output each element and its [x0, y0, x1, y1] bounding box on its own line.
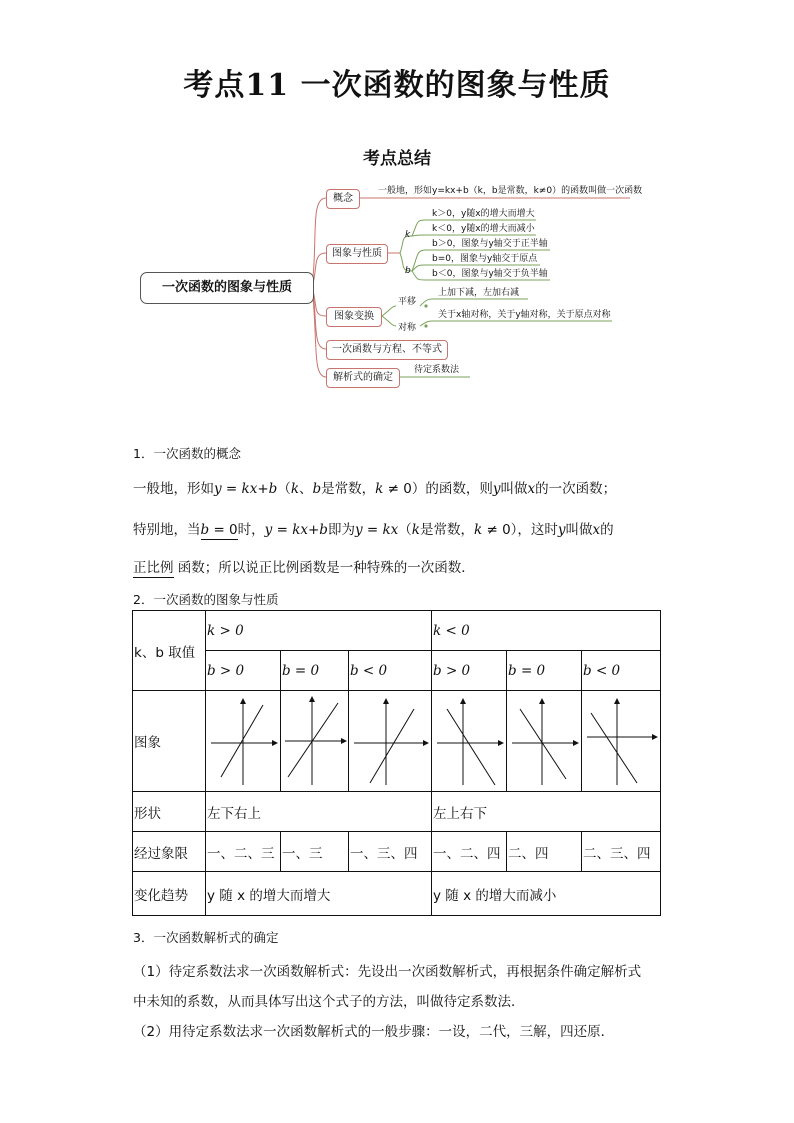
section3-para1-line1: （1）待定系数法求一次函数解析式：先设出一次函数解析式，再根据条件确定解析式: [133, 964, 642, 980]
mind-map-connectors: [0, 180, 794, 395]
graph-kneg-bneg: [582, 691, 661, 792]
graph-kpos-bneg: [349, 691, 432, 792]
summary-heading: 考点总结: [363, 149, 431, 169]
k-branch-label: k: [405, 230, 411, 240]
b-branch-label: b: [405, 266, 411, 276]
section1-heading: 1．一次函数的概念: [133, 446, 241, 461]
header-k-positive: k > 0: [206, 611, 432, 651]
quadrants-6: 二、三、四: [582, 832, 661, 872]
graph-kpos-bzero: [281, 691, 349, 792]
header-b-zero-1: b = 0: [281, 651, 349, 691]
graph-kneg-bzero: [507, 691, 582, 792]
section1-line2: 特别地，当b = 0时，y = kx+b即为y = kx（k是常数，k ≠ 0），这时y叫做x的: [133, 522, 614, 538]
trend-k-positive: y 随 x 的增大而增大: [206, 872, 432, 916]
node-concept: 概念: [326, 189, 360, 209]
undetermined-coefficient-method: 待定系数法: [414, 365, 460, 375]
section1-line3: 正比例 函数；所以说正比例函数是一种特殊的一次函数．: [133, 560, 475, 576]
header-b-zero-2: b = 0: [507, 651, 582, 691]
section1-line1: 一般地，形如y = kx+b（k、b是常数，k ≠ 0）的函数，则y叫做x的一次函数；: [133, 481, 617, 497]
shift-rule: 上加下减，左加右减: [438, 288, 520, 298]
row-label-graph: 图象: [133, 691, 206, 792]
graph-kneg-bpos: [432, 691, 507, 792]
header-b-positive-1: b > 0: [206, 651, 281, 691]
answer-blank: 正比例: [133, 560, 174, 576]
header-b-negative-2: b < 0: [582, 651, 661, 691]
quadrants-2: 一、三: [281, 832, 349, 872]
symmetry-rule: 关于x轴对称，关于y轴对称，关于原点对称: [438, 310, 611, 320]
b-zero-rule: b=0，图象与y轴交于原点: [432, 254, 538, 264]
row-label-kb: k、b 取值: [133, 611, 206, 691]
k-negative-rule: k＜0，y随x的增大而减小: [432, 224, 535, 234]
symmetry-label: 对称: [398, 323, 417, 333]
mind-map: [0, 180, 794, 395]
row-label-shape: 形状: [133, 792, 206, 832]
concept-text: 一般地，形如y=kx+b（k，b是常数，k≠0）的函数叫做一次函数: [378, 186, 643, 196]
page-title: 考点11 一次函数的图象与性质: [183, 68, 611, 103]
quadrants-5: 二、四: [507, 832, 582, 872]
b-negative-rule: b＜0，图象与y轴交于负半轴: [432, 269, 548, 279]
quadrants-3: 一、三、四: [349, 832, 432, 872]
header-b-positive-2: b > 0: [432, 651, 507, 691]
section3-para2: （2）用待定系数法求一次函数解析式的一般步骤：一设，二代，三解，四还原．: [133, 1024, 615, 1040]
header-b-negative-1: b < 0: [349, 651, 432, 691]
node-graph-properties: 图象与性质: [326, 244, 388, 264]
b-positive-rule: b＞0，图象与y轴交于正半轴: [432, 239, 548, 249]
trend-k-negative: y 随 x 的增大而减小: [432, 872, 661, 916]
properties-table: [132, 610, 661, 916]
graph-kpos-bpos: [206, 691, 281, 792]
section3-para1-line2: 中未知的系数，从而具体写出这个式子的方法，叫做待定系数法．: [133, 994, 525, 1010]
header-k-negative: k < 0: [432, 611, 661, 651]
node-equation-inequality: 一次函数与方程、不等式: [326, 340, 448, 360]
shift-label: 平移: [398, 297, 417, 307]
row-label-trend: 变化趋势: [133, 872, 206, 916]
mind-map-root: 一次函数的图象与性质: [140, 272, 314, 304]
section3-heading: 3．一次函数解析式的确定: [133, 930, 279, 945]
section2-heading: 2．一次函数的图象与性质: [133, 592, 279, 607]
node-transform: 图象变换: [326, 307, 382, 327]
quadrants-1: 一、二、三: [206, 832, 281, 872]
node-analytic: 解析式的确定: [326, 368, 400, 388]
row-label-quadrants: 经过象限: [133, 832, 206, 872]
shape-k-negative: 左上右下: [432, 792, 661, 832]
shape-k-positive: 左下右上: [206, 792, 432, 832]
k-positive-rule: k＞0，y随x的增大而增大: [432, 209, 535, 219]
quadrants-4: 一、二、四: [432, 832, 507, 872]
